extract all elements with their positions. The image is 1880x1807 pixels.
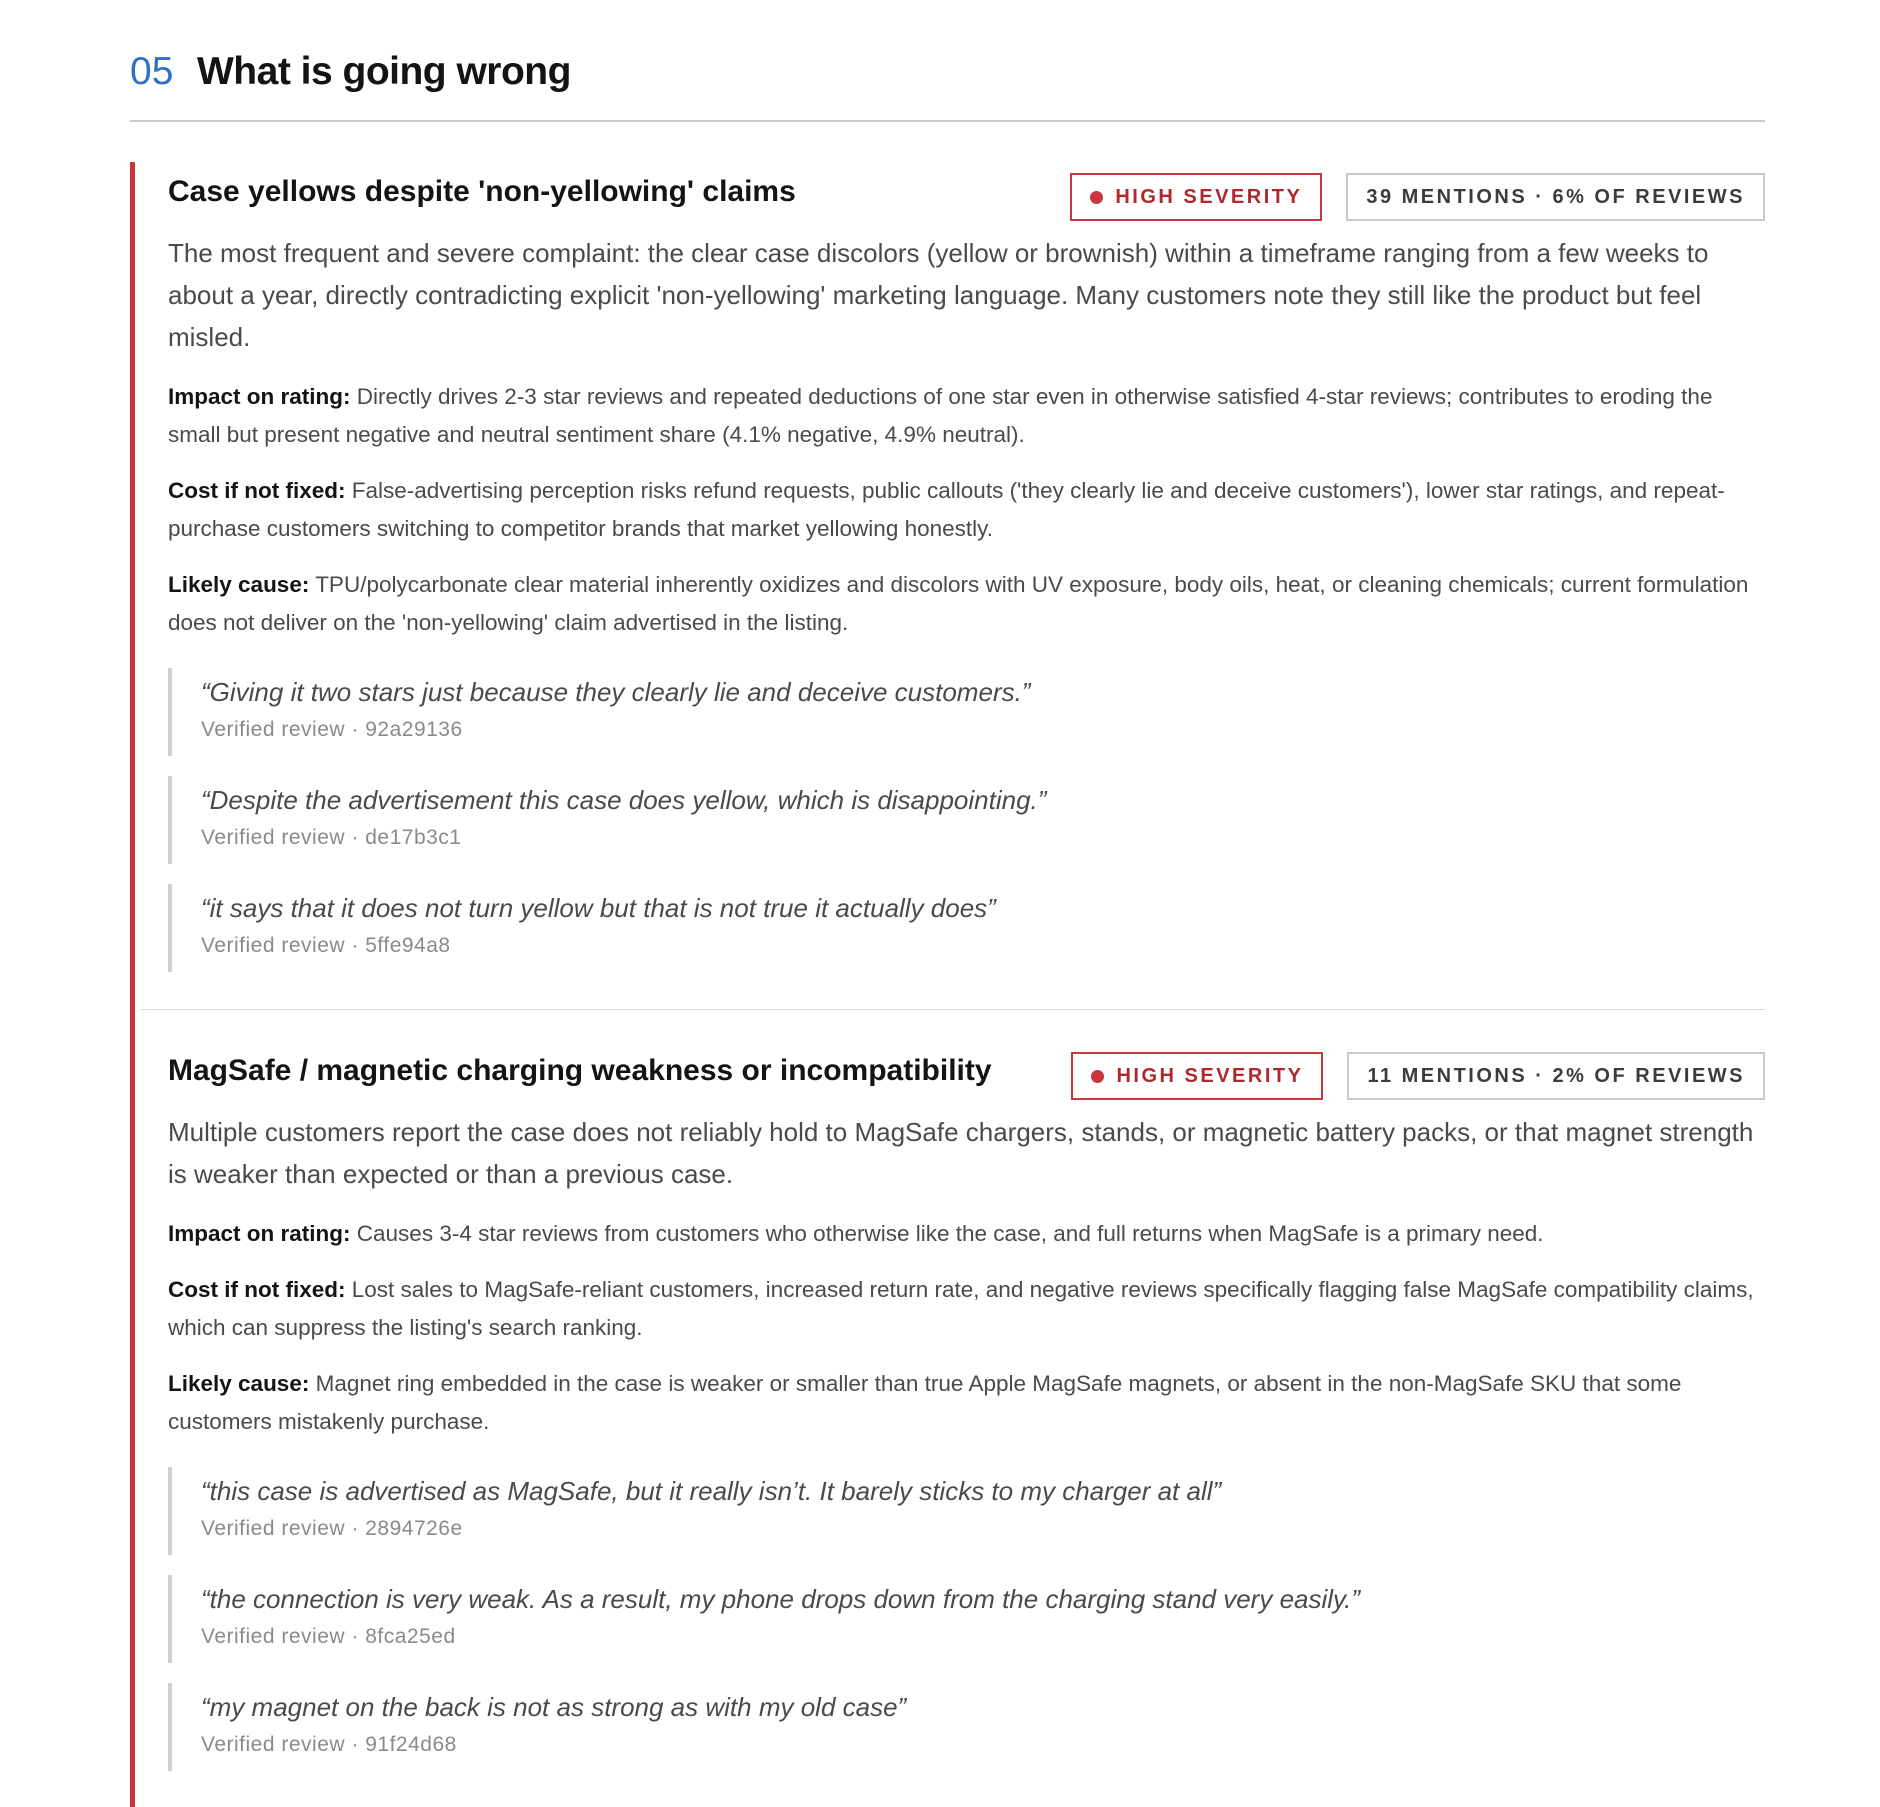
cost-label: Cost if not fixed: [168, 478, 346, 503]
section-title: What is going wrong [197, 50, 571, 93]
impact-on-rating [168, 378, 1765, 454]
quote-source: Verified review · de17b3c1 [201, 826, 462, 849]
quote-text: “it says that it does not turn yellow but that is not true it actually does” [201, 893, 996, 923]
cost-if-not-fixed [168, 472, 1765, 548]
quote-text: “this case is advertised as MagSafe, but it really isn’t. It barely sticks to my charger at all” [201, 1476, 1222, 1506]
issue-badges [1071, 1052, 1765, 1100]
cost-text: Lost sales to MagSafe-reliant customers, increased return rate, and negative reviews specifically flagging false MagSafe compatibility claims, which can suppress the listing's search ranking. [168, 1277, 1754, 1340]
mentions-badge: 39 MENTIONS · 6% OF REVIEWS [1346, 173, 1765, 221]
cause-text: TPU/polycarbonate clear material inherently oxidizes and discolors with UV exposure, body oils, heat, or cleaning chemicals; current formulation does not deliver on the 'non-yellowing' claim advertised in the listing. [168, 572, 1749, 635]
issue-header [168, 162, 1765, 232]
impact-text: Directly drives 2-3 star reviews and repeated deductions of one star even in otherwise satisfied 4-star reviews; contributes to eroding the small but present negative and neutral sentiment share (4.1% negative, 4.9% neutral). [168, 384, 1713, 447]
quote-text: “Giving it two stars just because they clearly lie and deceive customers.” [201, 677, 1031, 707]
impact-on-rating [168, 1215, 1765, 1253]
cause-text: Magnet ring embedded in the case is weaker or smaller than true Apple MagSafe magnets, or absent in the non-MagSafe SKU that some customers mistakenly purchase. [168, 1371, 1682, 1434]
issue-header [168, 1041, 1765, 1111]
issue-description: Multiple customers report the case does not reliably hold to MagSafe chargers, stands, or magnetic battery packs, or that magnet strength is weaker than expected or than a previous case. [168, 1117, 1754, 1189]
issue-divider [140, 1009, 1765, 1010]
review-quote [168, 668, 1765, 756]
review-quote [168, 1575, 1765, 1663]
severity-label: HIGH SEVERITY [1116, 1064, 1304, 1087]
severity-badge [1070, 173, 1322, 221]
impact-text: Causes 3-4 star reviews from customers who otherwise like the case, and full returns when MagSafe is a primary need. [356, 1221, 1544, 1246]
review-quote [168, 1683, 1765, 1771]
quote-source: Verified review · 92a29136 [201, 718, 463, 741]
cause-label: Likely cause: [168, 1371, 310, 1396]
severity-dot-icon [1091, 1070, 1104, 1083]
review-quote [168, 884, 1765, 972]
severity-badge [1071, 1052, 1323, 1100]
quote-text: “Despite the advertisement this case does yellow, which is disappointing.” [201, 785, 1047, 815]
quote-text: “my magnet on the back is not as strong as with my old case” [201, 1692, 907, 1722]
review-quote [168, 1467, 1765, 1555]
mentions-badge: 11 MENTIONS · 2% OF REVIEWS [1347, 1052, 1765, 1100]
quote-source: Verified review · 2894726e [201, 1517, 463, 1540]
cost-if-not-fixed [168, 1271, 1765, 1347]
issue-description: The most frequent and severe complaint: the clear case discolors (yellow or brownish) within a timeframe ranging from a few weeks to about a year, directly contradicting explicit 'non-yellowing' marketing language. Many customers note they still like the product but feel misled. [168, 238, 1709, 352]
impact-label: Impact on rating: [168, 1221, 351, 1246]
section-header [130, 38, 1765, 122]
issue-title: MagSafe / magnetic charging weakness or incompatibility [168, 1054, 992, 1087]
cost-label: Cost if not fixed: [168, 1277, 346, 1302]
issue-badges [1070, 173, 1765, 221]
issue-title: Case yellows despite 'non-yellowing' claims [168, 175, 796, 208]
severity-dot-icon [1090, 191, 1103, 204]
impact-label: Impact on rating: [168, 384, 351, 409]
issue-card [130, 162, 1765, 1009]
cause-label: Likely cause: [168, 572, 310, 597]
section-number: 05 [130, 50, 174, 93]
severity-label: HIGH SEVERITY [1115, 185, 1303, 208]
quote-source: Verified review · 5ffe94a8 [201, 934, 451, 957]
cost-text: False-advertising perception risks refund requests, public callouts ('they clearly lie and deceive customers'), lower star ratings, and repeat-purchase customers switching to competitor brands that market yellowing honestly. [168, 478, 1725, 541]
quote-source: Verified review · 91f24d68 [201, 1733, 457, 1756]
quote-text: “the connection is very weak. As a result, my phone drops down from the charging stand very easily.” [201, 1584, 1360, 1614]
review-quote [168, 776, 1765, 864]
likely-cause [168, 1365, 1765, 1441]
quote-source: Verified review · 8fca25ed [201, 1625, 456, 1648]
issue-card [130, 1009, 1765, 1807]
likely-cause [168, 566, 1765, 642]
